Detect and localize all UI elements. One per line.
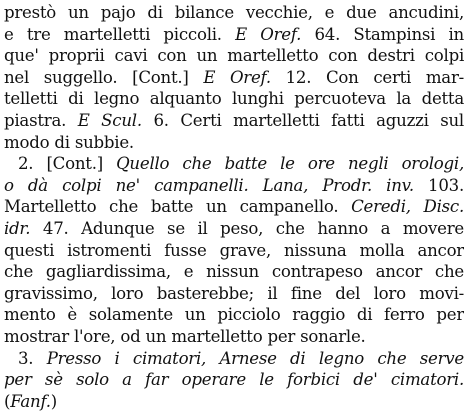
text-run: Martelletto che batte un campanello. (4, 197, 352, 217)
italic-text: Presso i cimatori, (46, 348, 207, 368)
text-line (4, 369, 464, 391)
text-run: mostrar l'ore, od un martelletto per sonarle. (4, 326, 366, 346)
text-run: 103. (413, 175, 464, 195)
text-run: 2. [Cont.] (18, 154, 117, 174)
italic-text: Arnese di legno che serve (219, 348, 464, 368)
text-run: nel suggello. [Cont.] (4, 67, 204, 87)
text-line (4, 175, 464, 197)
sense-3-line (4, 348, 464, 370)
italic-text: Prodr. inv. (322, 175, 414, 195)
italic-text: per sè solo a far operare le forbici de' cimatori. (4, 370, 464, 390)
text-run: ( (4, 391, 11, 411)
text-run: 47. Adunque se il peso, che hanno a movere (30, 218, 464, 238)
italic-text: idr. (4, 218, 31, 238)
text-run: 64. Stampinsi in (301, 24, 464, 44)
text-run: 3. (18, 348, 47, 368)
text-line (4, 304, 464, 326)
text-run: prestò un pajo di bilance vecchie, e due ancudini, (4, 3, 464, 22)
italic-text: E Scul. (77, 110, 142, 130)
text-run: modo di subbie. (4, 132, 134, 152)
italic-text: Quello che batte le ore negli orologi, (116, 154, 464, 174)
text-run: que' proprii cavi con un martelletto con destri colpi (4, 46, 464, 66)
text-line (4, 132, 464, 154)
text-run: piastra. (4, 110, 78, 130)
text-run: gravissimo, loro basterebbe; il fine del loro movi- (4, 283, 464, 303)
text-run: telletti di legno alquanto lunghi percuoteva la detta (4, 89, 464, 109)
text-line (4, 2, 464, 24)
italic-text: Fanf. (10, 391, 51, 411)
text-line (4, 110, 464, 132)
text-line (4, 283, 464, 305)
text-line (4, 196, 464, 218)
text-line (4, 261, 464, 283)
text-line (4, 391, 464, 412)
text-line (4, 326, 464, 348)
text-run: ) (50, 391, 58, 411)
sense-2-line (4, 153, 464, 175)
text-line (4, 88, 464, 110)
text-run: mento è solamente un picciolo raggio di ferro per (4, 305, 464, 325)
text-run (206, 349, 219, 368)
text-line (4, 45, 464, 67)
italic-text: o dà colpi ne' campanelli. Lana, (4, 175, 323, 195)
text-run: 6. Certi martelletti fatti aguzzi sul (141, 110, 464, 130)
text-run: che gagliardissima, e nissun contrapeso ancor che (4, 262, 464, 282)
italic-text: E Oref. (235, 24, 302, 44)
text-line (4, 24, 464, 46)
text-run: e tre martelletti piccoli. (4, 24, 236, 44)
text-line (4, 67, 464, 89)
italic-text: Ceredi, Disc. (351, 197, 464, 217)
italic-text: E Oref. (203, 67, 271, 87)
text-run: questi istromenti fusse grave, nissuna molla ancor (4, 240, 464, 260)
text-line (4, 218, 464, 240)
text-run: 12. Con certi mar- (270, 67, 464, 87)
text-line (4, 240, 464, 262)
